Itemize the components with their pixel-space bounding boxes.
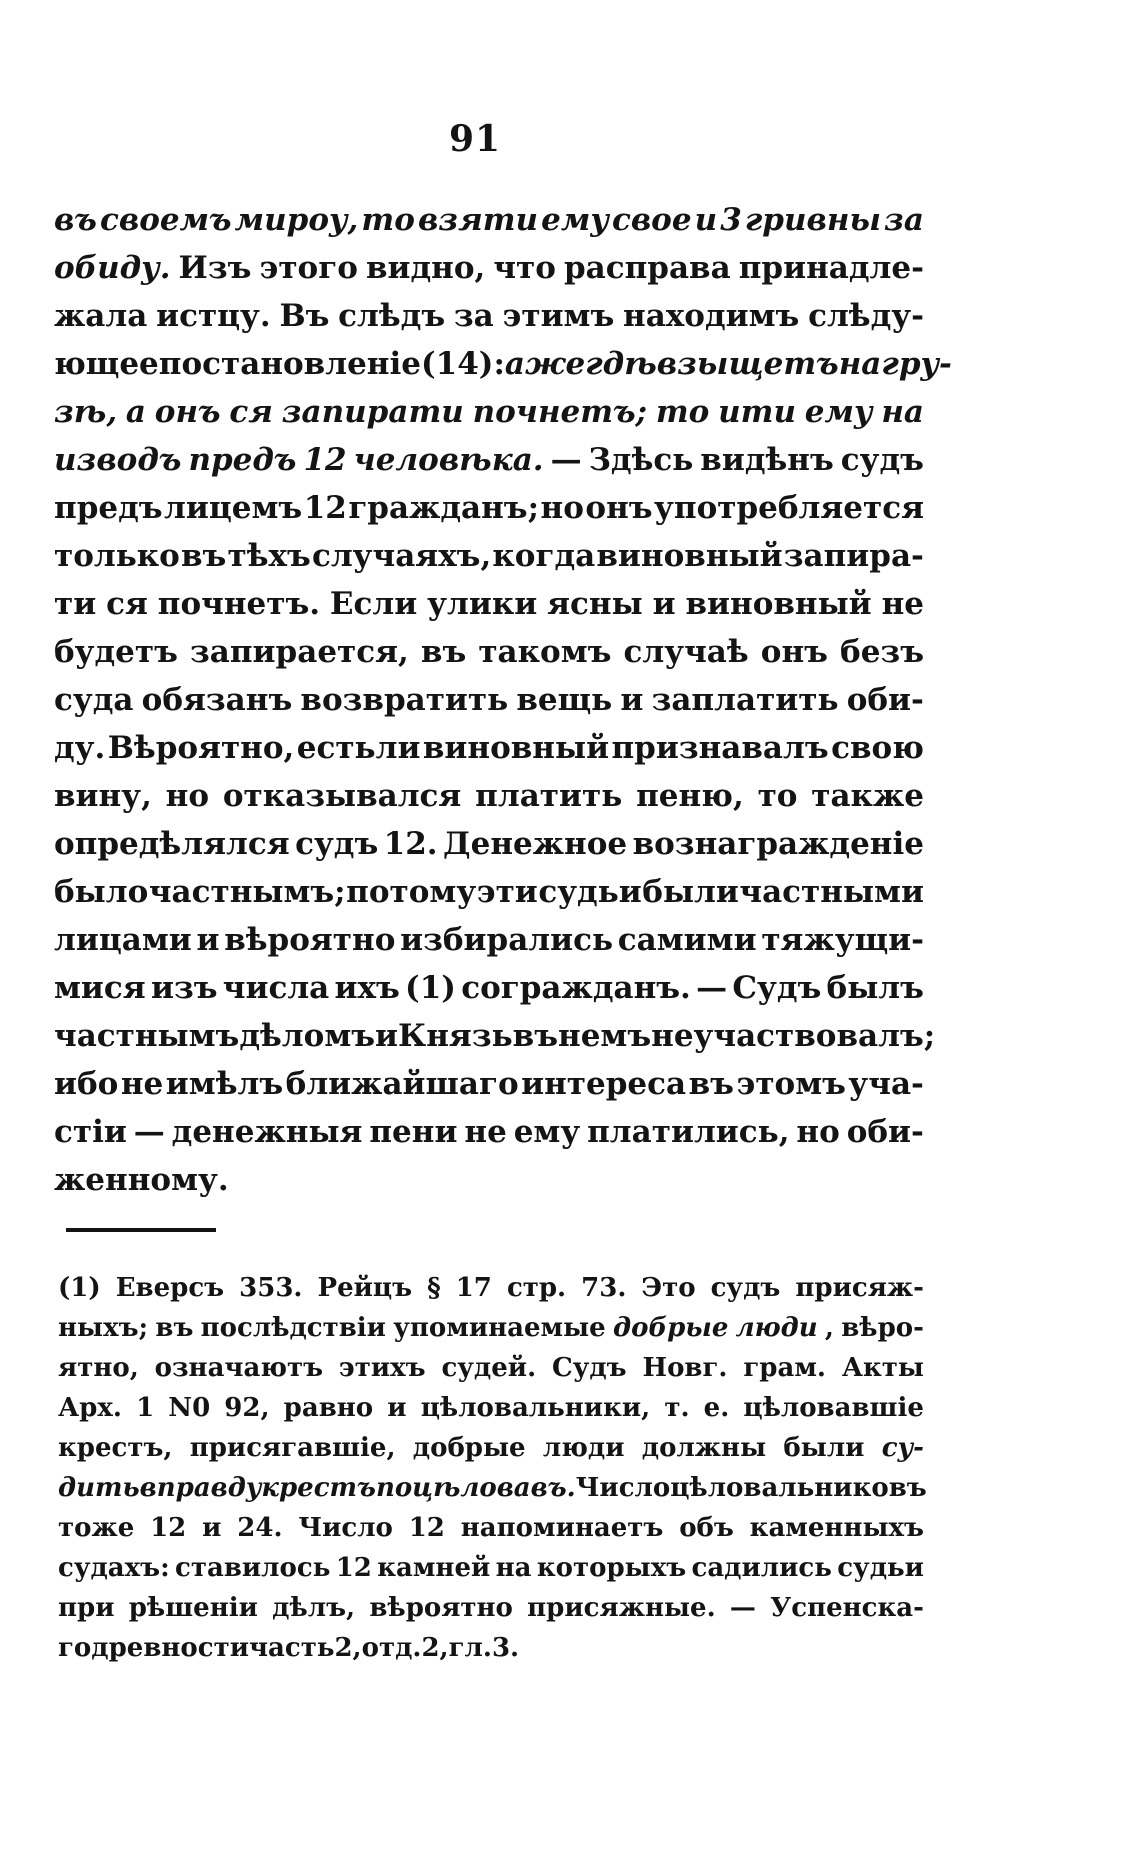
text-line bbox=[58, 1308, 924, 1348]
word: свою bbox=[831, 730, 924, 766]
word: Число bbox=[575, 1473, 671, 1503]
word: ибо bbox=[54, 1066, 119, 1102]
word: дѣлъ, bbox=[272, 1593, 356, 1623]
word: видно, bbox=[365, 250, 486, 286]
word: крестъ, bbox=[58, 1433, 173, 1463]
text-line bbox=[58, 1588, 924, 1628]
word: ду. bbox=[54, 730, 106, 766]
word: вину, bbox=[54, 778, 152, 814]
word: Новг. bbox=[642, 1353, 728, 1383]
word: — bbox=[696, 970, 728, 1006]
word: ти bbox=[54, 586, 97, 622]
word: на bbox=[495, 1553, 532, 1583]
italic-word: гдѣ bbox=[585, 346, 657, 382]
word: частнымъ; bbox=[148, 874, 346, 910]
word: было bbox=[54, 874, 149, 910]
italic-word: своемъ bbox=[99, 202, 232, 238]
text-line bbox=[54, 724, 924, 772]
word: упоминаемые bbox=[393, 1313, 606, 1343]
word: оби- bbox=[846, 1114, 924, 1150]
word: такомъ bbox=[478, 634, 612, 670]
italic-word: изводъ bbox=[54, 442, 182, 478]
word: Рейцъ bbox=[317, 1273, 413, 1303]
word: е. bbox=[703, 1393, 730, 1423]
word: и bbox=[620, 682, 644, 718]
text-line bbox=[54, 196, 924, 244]
word: отказывался bbox=[222, 778, 462, 814]
word: этого bbox=[259, 250, 358, 286]
word: камней bbox=[377, 1553, 491, 1583]
word: въ bbox=[181, 538, 227, 574]
word: Судъ bbox=[552, 1353, 627, 1383]
word: вѣроятно bbox=[224, 922, 396, 958]
word: истцу. bbox=[156, 298, 271, 334]
word: и bbox=[387, 1393, 407, 1423]
word: будетъ bbox=[54, 634, 178, 670]
italic-word: люди bbox=[735, 1313, 818, 1343]
word: тяжущи- bbox=[761, 922, 924, 958]
text-line bbox=[54, 484, 924, 532]
word: въ bbox=[512, 1018, 558, 1054]
italic-word: онъ bbox=[154, 394, 221, 430]
text-line bbox=[54, 772, 924, 820]
italic-word: свое bbox=[611, 202, 692, 238]
word: онъ bbox=[760, 634, 828, 670]
word: го bbox=[58, 1633, 92, 1663]
italic-word: человѣка. bbox=[353, 442, 544, 478]
word: виновный bbox=[596, 538, 783, 574]
word: естьли bbox=[296, 730, 421, 766]
word: видѣнъ bbox=[700, 442, 834, 478]
word: былъ bbox=[826, 970, 924, 1006]
italic-word: за bbox=[884, 202, 924, 238]
italic-word: почнетъ; bbox=[472, 394, 648, 430]
italic-word: вправду bbox=[139, 1473, 262, 1503]
word: платились, bbox=[587, 1114, 790, 1150]
word: 12 bbox=[408, 1513, 445, 1543]
word: случаѣ bbox=[623, 634, 749, 670]
footnote bbox=[58, 1268, 927, 1668]
word: возвратить bbox=[300, 682, 509, 718]
word: признавалъ bbox=[611, 730, 829, 766]
word: но bbox=[540, 490, 584, 526]
word: слѣду- bbox=[808, 298, 924, 334]
italic-word: обиду. bbox=[54, 250, 171, 286]
text-line bbox=[54, 244, 924, 292]
word: были bbox=[642, 874, 739, 910]
word: Успенска- bbox=[770, 1593, 924, 1623]
word: Вѣроятно, bbox=[107, 730, 295, 766]
word: тѣхъ bbox=[227, 538, 311, 574]
word: и bbox=[196, 922, 220, 958]
word: добрые bbox=[412, 1433, 526, 1463]
word: ихъ bbox=[334, 970, 400, 1006]
italic-word: взяти bbox=[417, 202, 539, 238]
word: суда bbox=[54, 682, 134, 718]
word: предъ bbox=[54, 490, 163, 526]
word: самими bbox=[617, 922, 757, 958]
word: часть bbox=[249, 1633, 335, 1663]
word: т. bbox=[664, 1393, 690, 1423]
italic-word: 12 bbox=[303, 442, 347, 478]
italic-word: въ bbox=[54, 202, 97, 238]
text-line bbox=[54, 340, 952, 388]
word: гл. bbox=[448, 1633, 492, 1663]
word: не bbox=[464, 1114, 507, 1150]
word: гражданъ; bbox=[348, 490, 540, 526]
word: грам. bbox=[743, 1353, 826, 1383]
word: обязанъ bbox=[141, 682, 293, 718]
word: избирались bbox=[400, 922, 614, 958]
word: 12 bbox=[335, 1553, 372, 1583]
word: (1) bbox=[405, 970, 456, 1006]
italic-word: и bbox=[694, 202, 718, 238]
italic-word: зѣ, bbox=[54, 394, 118, 430]
word: объ bbox=[679, 1513, 734, 1543]
word: 1 bbox=[136, 1393, 155, 1423]
main-text bbox=[54, 196, 952, 1204]
word: 12 bbox=[303, 490, 347, 526]
text-line bbox=[58, 1428, 924, 1468]
word: Если bbox=[329, 586, 418, 622]
word: пеню, bbox=[636, 778, 744, 814]
word: не bbox=[651, 1018, 694, 1054]
text-line bbox=[54, 388, 924, 436]
word: 2, bbox=[334, 1633, 362, 1663]
word: — bbox=[550, 442, 582, 478]
word: участвовалъ; bbox=[693, 1018, 936, 1054]
word: § bbox=[427, 1273, 441, 1303]
word: были bbox=[783, 1433, 865, 1463]
word: присяжные. bbox=[527, 1593, 716, 1623]
word: Это bbox=[641, 1273, 696, 1303]
word: (1) bbox=[58, 1273, 101, 1303]
word: 24. bbox=[237, 1513, 283, 1543]
word: числа bbox=[222, 970, 330, 1006]
word: расправа bbox=[563, 250, 731, 286]
italic-word: поцѣловавъ. bbox=[375, 1473, 576, 1503]
word: онъ bbox=[585, 490, 653, 526]
word: заплатить bbox=[651, 682, 839, 718]
italic-word: на bbox=[838, 346, 882, 382]
word: судъ bbox=[295, 826, 379, 862]
word: что bbox=[493, 250, 556, 286]
word: стіи bbox=[54, 1114, 127, 1150]
word: и bbox=[652, 586, 676, 622]
text-line bbox=[54, 916, 924, 964]
word: опредѣлялся bbox=[54, 826, 290, 862]
text-line bbox=[54, 292, 924, 340]
word: уча- bbox=[848, 1066, 924, 1102]
text-line bbox=[58, 1628, 924, 1668]
word: лицами bbox=[54, 922, 192, 958]
word: 12 bbox=[150, 1513, 187, 1543]
word: и bbox=[375, 1018, 399, 1054]
text-line bbox=[58, 1348, 924, 1388]
italic-word: ему bbox=[541, 202, 609, 238]
word: Число bbox=[298, 1513, 393, 1543]
word: ясны bbox=[547, 586, 643, 622]
word: — bbox=[729, 1593, 756, 1623]
word: ставилось bbox=[175, 1553, 331, 1583]
text-line bbox=[58, 1468, 927, 1508]
word: рѣшеніи bbox=[128, 1593, 258, 1623]
word: Судъ bbox=[732, 970, 822, 1006]
word: вещь bbox=[516, 682, 613, 718]
word: частными bbox=[739, 874, 924, 910]
word: платить bbox=[475, 778, 623, 814]
word: лицемъ bbox=[164, 490, 303, 526]
word: этихъ bbox=[338, 1353, 426, 1383]
italic-word: крестъ bbox=[261, 1473, 376, 1503]
word: 12. bbox=[383, 826, 438, 862]
word: запирается, bbox=[190, 634, 409, 670]
word: N0 bbox=[168, 1393, 211, 1423]
word: вѣроятно bbox=[369, 1593, 513, 1623]
word: почнетъ. bbox=[157, 586, 321, 622]
word: денежныя bbox=[171, 1114, 363, 1150]
word: не bbox=[120, 1066, 164, 1102]
word: Въ bbox=[279, 298, 330, 334]
italic-word: ся bbox=[229, 394, 273, 430]
word: интереса bbox=[521, 1066, 687, 1102]
word: за bbox=[453, 298, 494, 334]
italic-word: аже bbox=[504, 346, 586, 382]
italic-word: дить bbox=[58, 1473, 140, 1503]
word: Здѣсь bbox=[588, 442, 694, 478]
word: — bbox=[133, 1114, 165, 1150]
word: 3. bbox=[491, 1633, 520, 1663]
word: (14): bbox=[421, 346, 505, 382]
word: этомъ bbox=[736, 1066, 846, 1102]
italic-word: запирати bbox=[281, 394, 464, 430]
word: 17 bbox=[455, 1273, 492, 1303]
word: виновный bbox=[685, 586, 872, 622]
word: но bbox=[165, 778, 210, 814]
word: равно bbox=[283, 1393, 374, 1423]
word: 92, bbox=[224, 1393, 270, 1423]
word: изъ bbox=[150, 970, 218, 1006]
page-number: 91 bbox=[448, 118, 502, 160]
word: ныхъ; bbox=[58, 1313, 149, 1343]
word: мися bbox=[54, 970, 146, 1006]
word: въ bbox=[688, 1066, 734, 1102]
text-line bbox=[54, 628, 924, 676]
word: цѣловальники, bbox=[420, 1393, 651, 1423]
word: люди bbox=[542, 1433, 625, 1463]
word: , bbox=[824, 1313, 834, 1343]
word: Изъ bbox=[178, 250, 252, 286]
word: цѣловальниковъ bbox=[670, 1473, 927, 1503]
text-line bbox=[54, 532, 924, 580]
italic-word: су- bbox=[881, 1433, 924, 1463]
word: жала bbox=[54, 298, 148, 334]
text-line bbox=[58, 1508, 924, 1548]
text-line bbox=[54, 1060, 924, 1108]
word: согражданъ. bbox=[461, 970, 691, 1006]
text-line bbox=[54, 868, 924, 916]
word: и bbox=[202, 1513, 222, 1543]
word: присяж- bbox=[795, 1273, 924, 1303]
word: запира- bbox=[783, 538, 924, 574]
text-line bbox=[58, 1268, 924, 1308]
word: только bbox=[54, 538, 180, 574]
word: судей. bbox=[441, 1353, 537, 1383]
word: судъ bbox=[840, 442, 924, 478]
word: оби- bbox=[846, 682, 924, 718]
word: то bbox=[757, 778, 798, 814]
word: при bbox=[58, 1593, 115, 1623]
text-line bbox=[54, 436, 924, 484]
word: древности bbox=[91, 1633, 249, 1663]
word: безъ bbox=[840, 634, 924, 670]
word: напоминаетъ bbox=[460, 1513, 664, 1543]
word: присягавшіе, bbox=[189, 1433, 396, 1463]
word: эти bbox=[476, 874, 538, 910]
italic-word: взыщетъ bbox=[656, 346, 839, 382]
word: должны bbox=[641, 1433, 767, 1463]
word: вознагражденіе bbox=[632, 826, 924, 862]
word: когда bbox=[492, 538, 596, 574]
text-line bbox=[54, 1108, 924, 1156]
italic-word: а bbox=[125, 394, 146, 430]
word: виновный bbox=[422, 730, 610, 766]
word: но bbox=[796, 1114, 840, 1150]
word: пени bbox=[369, 1114, 458, 1150]
word: находимъ bbox=[623, 298, 800, 334]
word: отд. bbox=[361, 1633, 422, 1663]
word: цѣловавшіе bbox=[743, 1393, 924, 1423]
word: 353. bbox=[239, 1273, 303, 1303]
italic-word: добрые bbox=[612, 1313, 729, 1343]
word: 2, bbox=[421, 1633, 449, 1663]
word: ближайшаго bbox=[285, 1066, 519, 1102]
italic-word: мироу, bbox=[234, 202, 359, 238]
word: садились bbox=[691, 1553, 832, 1583]
italic-word: то bbox=[361, 202, 415, 238]
word: которыхъ bbox=[536, 1553, 687, 1583]
word: ему bbox=[513, 1114, 581, 1150]
footnote-divider bbox=[66, 1228, 216, 1232]
italic-word: гру- bbox=[881, 346, 952, 382]
word: каменныхъ bbox=[749, 1513, 924, 1543]
italic-word: гривны bbox=[744, 202, 881, 238]
word: имѣлъ bbox=[165, 1066, 284, 1102]
text-line bbox=[54, 1156, 924, 1204]
word: вѣро- bbox=[841, 1313, 924, 1343]
word: употребляется bbox=[654, 490, 924, 526]
text-line bbox=[58, 1548, 924, 1588]
word: постановленіе bbox=[158, 346, 421, 382]
word: женному. bbox=[54, 1162, 229, 1198]
word: дѣломъ bbox=[239, 1018, 376, 1054]
word: ятно, bbox=[58, 1353, 139, 1383]
word: судахъ: bbox=[58, 1553, 170, 1583]
italic-word: ему bbox=[804, 394, 873, 430]
word: въ bbox=[420, 634, 467, 670]
word: Акты bbox=[841, 1353, 924, 1383]
word: Еверсъ bbox=[115, 1273, 225, 1303]
word: судьи bbox=[538, 874, 642, 910]
word: Денежное bbox=[443, 826, 628, 862]
word: Арх. bbox=[58, 1393, 122, 1423]
italic-word: 3 bbox=[720, 202, 742, 238]
word: слѣдъ bbox=[338, 298, 446, 334]
text-line bbox=[58, 1388, 924, 1428]
text-line bbox=[54, 1012, 936, 1060]
word: 73. bbox=[581, 1273, 627, 1303]
word: Князь bbox=[398, 1018, 513, 1054]
word: частнымъ bbox=[54, 1018, 240, 1054]
text-line bbox=[54, 820, 924, 868]
word: въ bbox=[155, 1313, 194, 1343]
italic-word: на bbox=[881, 394, 924, 430]
word: послѣдствіи bbox=[200, 1313, 386, 1343]
word: тоже bbox=[58, 1513, 135, 1543]
word: этимъ bbox=[502, 298, 615, 334]
word: судьи bbox=[837, 1553, 924, 1583]
word: не bbox=[881, 586, 924, 622]
word: улики bbox=[427, 586, 538, 622]
text-line bbox=[54, 580, 924, 628]
word: означаютъ bbox=[154, 1353, 324, 1383]
word: потому bbox=[346, 874, 477, 910]
word: ющее bbox=[54, 346, 159, 382]
word: судъ bbox=[710, 1273, 781, 1303]
text-line bbox=[54, 964, 924, 1012]
word: стр. bbox=[506, 1273, 567, 1303]
text-line bbox=[54, 676, 924, 724]
word: ся bbox=[106, 586, 148, 622]
italic-word: ити bbox=[718, 394, 796, 430]
word: принадле- bbox=[738, 250, 924, 286]
italic-word: предъ bbox=[188, 442, 297, 478]
word: также bbox=[811, 778, 924, 814]
word: немъ bbox=[558, 1018, 652, 1054]
word: случаяхъ, bbox=[311, 538, 492, 574]
italic-word: то bbox=[655, 394, 710, 430]
